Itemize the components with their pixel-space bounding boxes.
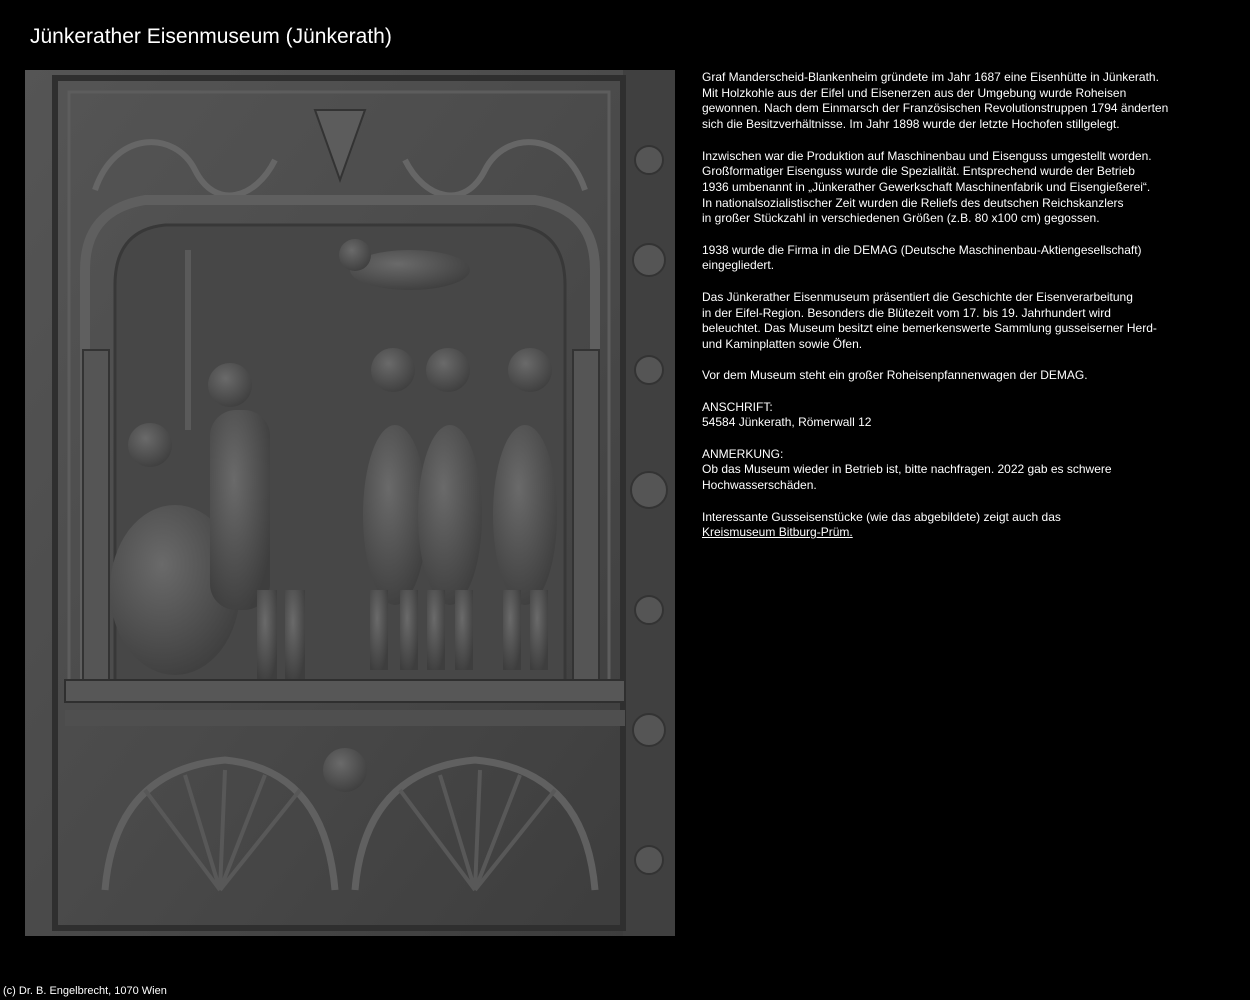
note-block [702,447,1182,494]
kreismuseum-link[interactable]: Kreismuseum Bitburg-Prüm. [702,525,853,540]
demag-paragraph: 1938 wurde die Firma in die DEMAG (Deutsche Maschinenbau-Aktiengesellschaft) eingegliedert. [702,242,1142,273]
note-label: ANMERKUNG: [702,446,784,461]
closing-text: Interessante Gusseisenstücke (wie das abgebildete) zeigt auch das [702,509,1061,524]
history-paragraph: Graf Manderscheid-Blankenheim gründete im Jahr 1687 eine Eisenhütte in Jünkerath. Mit Holzkohle aus der Eifel und Eisenerzen aus der Umgebung wurde Roheisen gewonnen. Nach dem Einmarsch der Französischen Revolutionstruppen 1794 änderten sich die Besitzverhältnisse. Im Jahr 1898 wurde der letzte Hochofen stillgelegt. [702,70,1169,132]
museum-paragraph: Das Jünkerather Eisenmuseum präsentiert die Geschichte der Eisenverarbeitung in der Eifel-Region. Besonders die Blütezeit vom 17. bis 19. Jahrhundert wird beleuchtet. Das Museum besitzt eine bemerkenswerte Sammlung gusseiserner Herd- und Kaminplatten sowie Öfen. [702,289,1157,351]
article-text [702,70,1182,557]
note-value: Ob das Museum wieder in Betrieb ist, bitte nachfragen. 2022 gab es schwere Hochwasserschäden. [702,462,1112,493]
address-label: ANSCHRIFT: [702,399,773,414]
copyright-footer: (c) Dr. B. Engelbrecht, 1070 Wien [3,985,167,997]
closing-block [702,510,1182,541]
address-value: 54584 Jünkerath, Römerwall 12 [702,415,872,430]
production-paragraph: Inzwischen war die Produktion auf Maschinenbau und Eisenguss umgestellt worden. Großformatiger Eisenguss wurde die Spezialität. Entsprechend wurde der Betrieb 1936 umbenannt in „Jünkerather Gewerkschaft Maschinenfabrik und Eisengießerei“. In nationalsozialistischer Zeit wurden die Reliefs des deutschen Reichskanzlers in großer Stückzahl in verschiedenen Größen (z.B. 80 x100 cm) gegossen. [702,148,1152,226]
cast-iron-plate-photo [25,70,675,936]
wagon-paragraph: Vor dem Museum steht ein großer Roheisenpfannenwagen der DEMAG. [702,368,1088,383]
address-block [702,400,1182,431]
page-title: Jünkerather Eisenmuseum (Jünkerath) [30,25,392,48]
